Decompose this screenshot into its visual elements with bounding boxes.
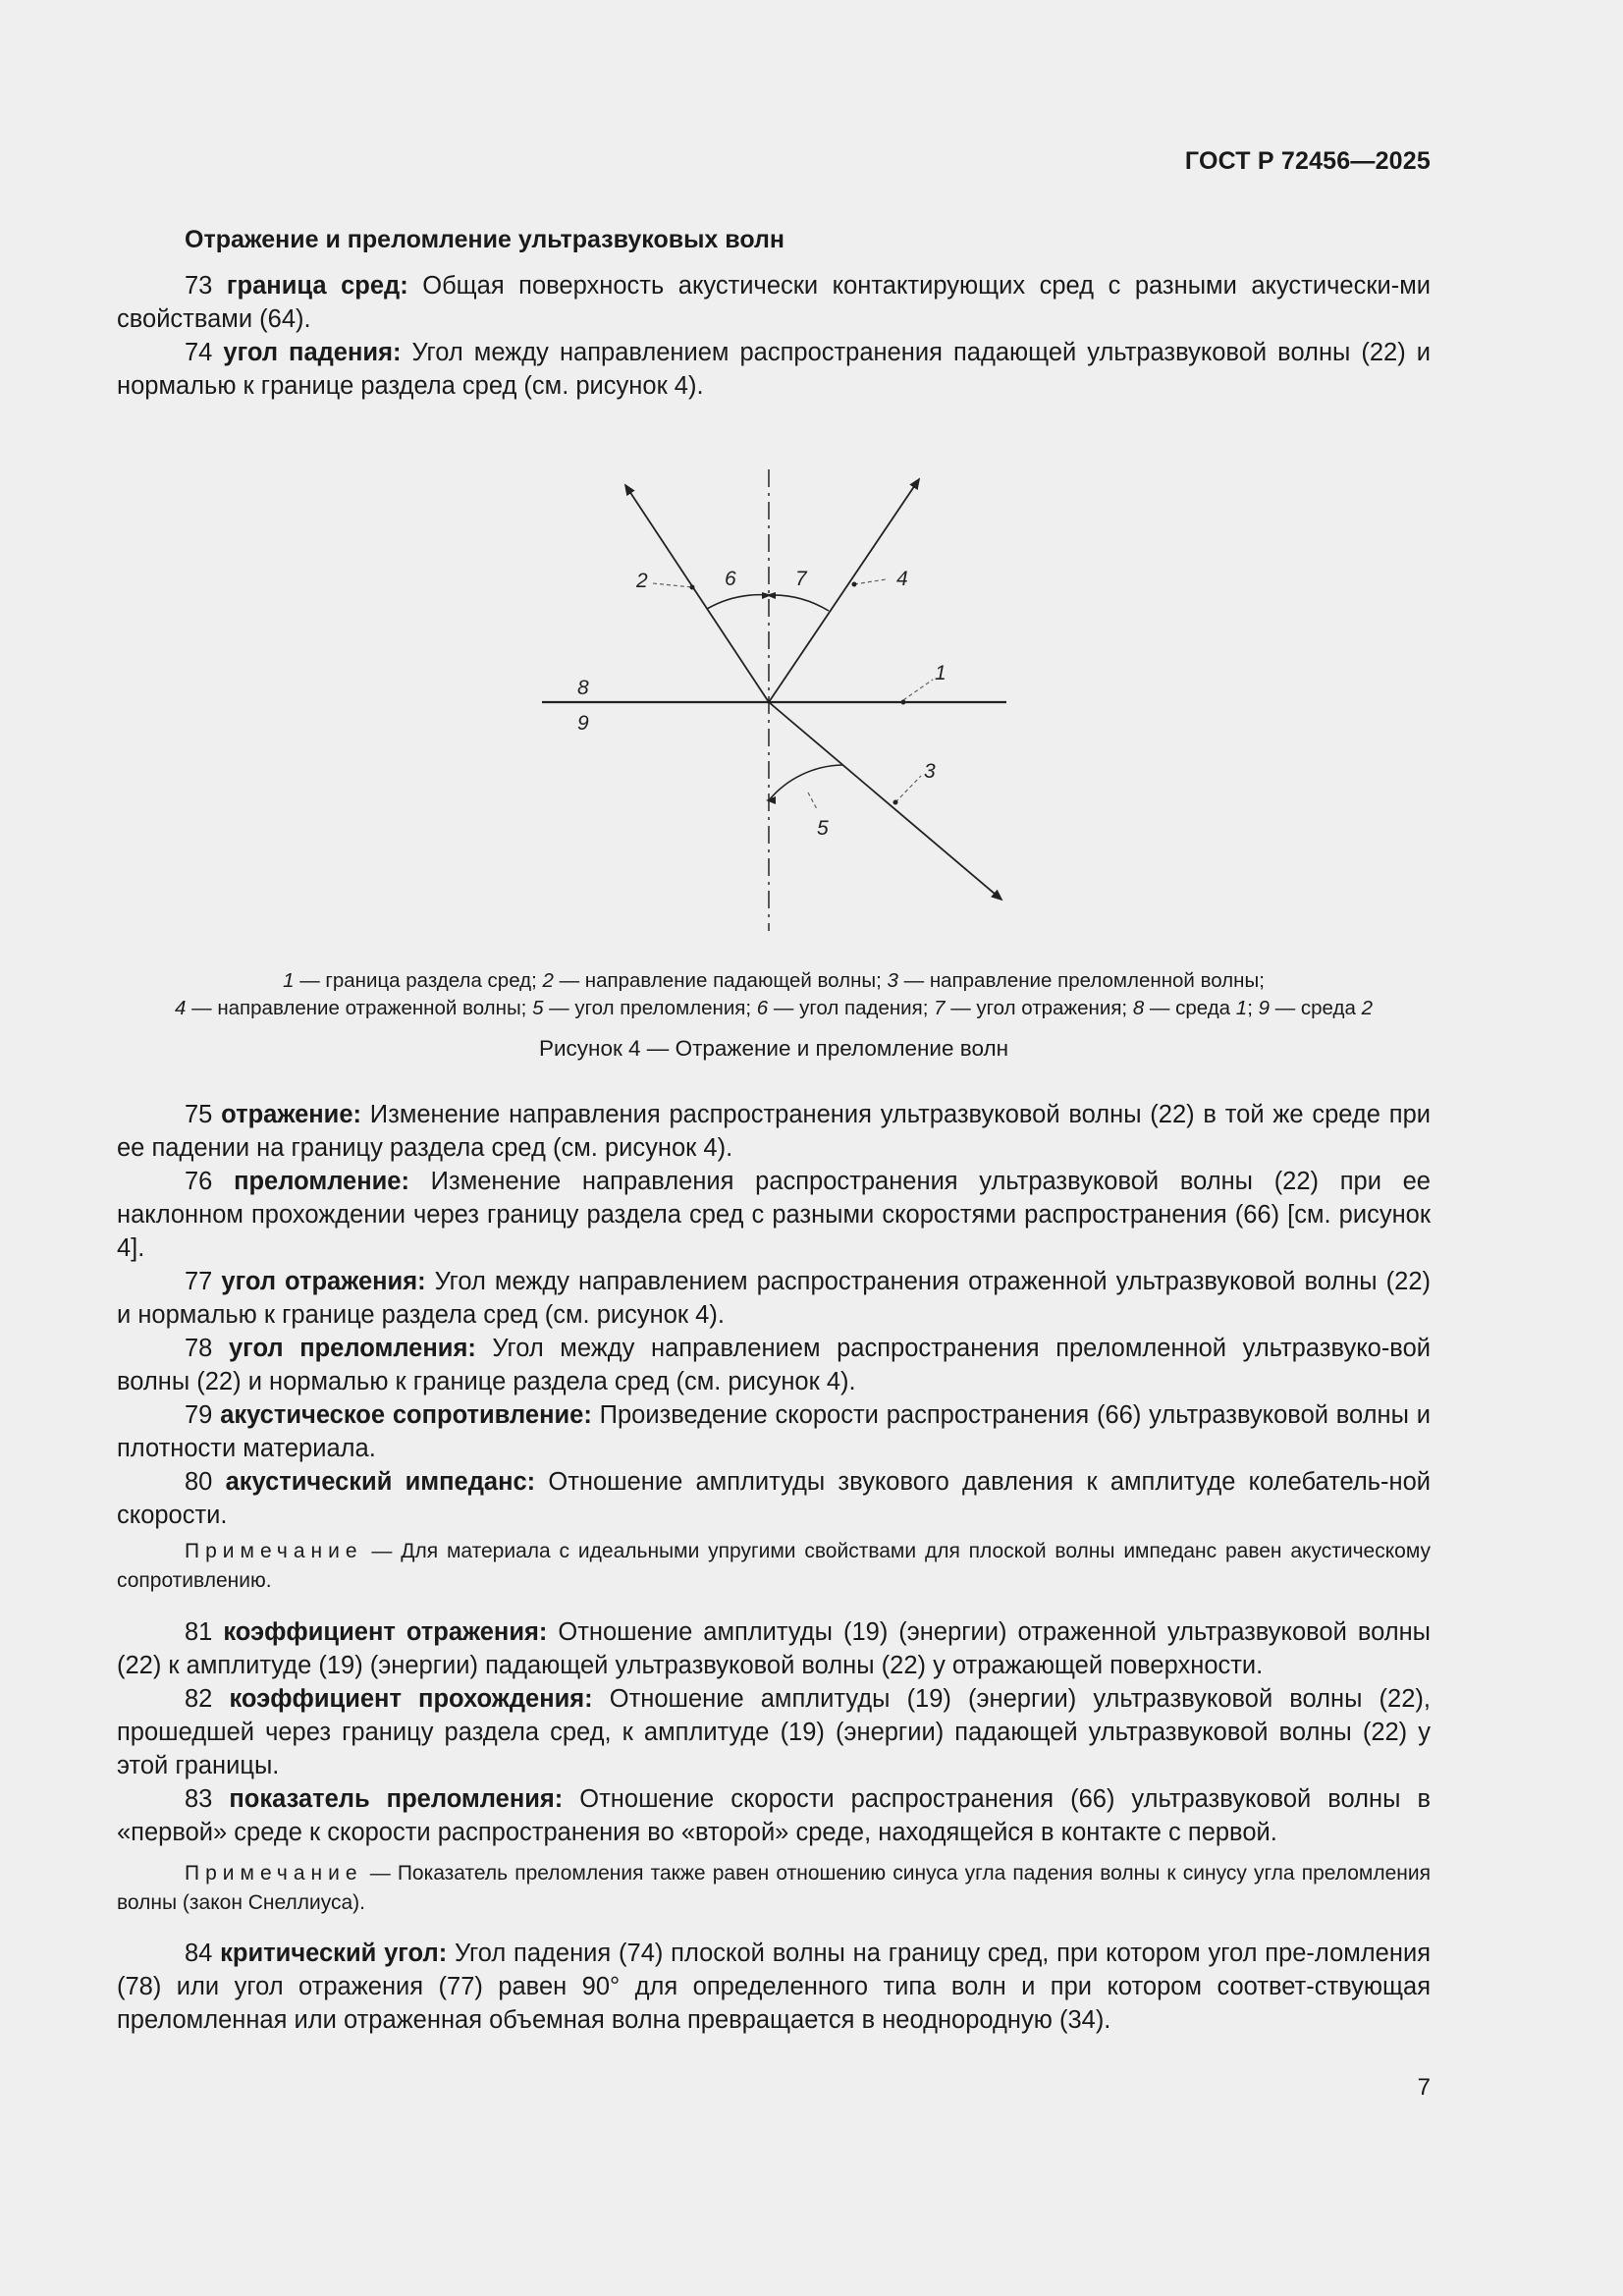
reflected-wave-line — [769, 479, 919, 702]
leader-4 — [854, 579, 886, 584]
refracted-wave-line — [769, 702, 1001, 900]
dot-2 — [690, 585, 695, 590]
legend-line-1: 1 — граница раздела сред; 2 — направление падающей волны; 3 — направление преломленной волны; — [283, 969, 1265, 992]
note-2 — [117, 1859, 1431, 1918]
incident-wave-line — [625, 485, 769, 702]
terms-block-low — [117, 1615, 1431, 1849]
leader-1 — [903, 680, 933, 700]
document-code: ГОСТ Р 72456—2025 — [1184, 147, 1431, 175]
arc-arrow-7 — [766, 592, 776, 599]
label-1: 1 — [935, 662, 947, 684]
section-title: Отражение и преломление ультразвуковых волн — [185, 226, 784, 253]
legend-line-2: 4 — направление отраженной волны; 5 — угол преломления; 6 — угол падения; 7 — угол отражения; 8 — среда 1; 9 — среда 2 — [175, 997, 1373, 1019]
note-2-text: — Показатель преломления также равен отношению синуса угла падения волны к синусу угла преломления волны (закон Снеллиуса). — [117, 1862, 1431, 1914]
leader-5 — [808, 793, 817, 809]
term-80: 80 акустический импеданс: Отношение амплитуды звукового давления к амплитуде колебатель-ной скорости. — [117, 1468, 1431, 1529]
term-74: 74 угол падения: Угол между направлением распространения падающей ультразвуковой волны (22) и нормалью к границе раздела сред (см. рисунок 4). — [117, 339, 1431, 400]
figure-legend — [117, 967, 1431, 1022]
label-6: 6 — [725, 568, 736, 590]
term-77: 77 угол отражения: Угол между направлением распространения отраженной ультразвуковой волны (22) и нормалью к границе раздела сред (см. рисунок 4). — [117, 1268, 1431, 1329]
label-2: 2 — [636, 570, 648, 592]
term-82: 82 коэффициент прохождения: Отношение амплитуды (19) (энергии) ультразвуковой волны (22), прошедшей через границу раздела сред, к амплитуде (19) (энергии) падающей ультразвуковой волны (22) у этой границы. — [117, 1685, 1431, 1779]
note-1 — [117, 1537, 1431, 1596]
page-number: 7 — [1417, 2074, 1431, 2101]
term-84: 84 критический угол: Угол падения (74) плоской волны на границу сред, при котором угол пре-ломления (78) или угол отражения (77) равен 90° для определенного типа волн и при котором соответ-ствующая преломленная или отраженная объемная волна превращается в неоднородную (34). — [117, 1940, 1432, 2034]
term-76: 76 преломление: Изменение направления распространения ультразвуковой волны (22) при ее наклонном прохождении через границу раздела сред с разными скоростями распространения (66) [см. рисунок 4]. — [117, 1168, 1431, 1262]
reflection-angle-arc — [769, 595, 829, 611]
leader-3 — [895, 776, 921, 802]
term-73: 73 граница сред: Общая поверхность акустически контактирующих сред с разными акустически-ми свойствами (64). — [117, 272, 1431, 333]
terms-block-top — [117, 269, 1431, 403]
terms-block-mid — [117, 1098, 1431, 1532]
dot-4 — [852, 582, 857, 587]
note-1-label: Примечание — [185, 1540, 363, 1562]
term-79: 79 акустическое сопротивление: Произведение скорости распространения (66) ультразвуковой волны и плотности материала. — [117, 1401, 1432, 1462]
note-2-label: Примечание — [185, 1862, 363, 1885]
note-1-text: — Для материала с идеальными упругими свойствами для плоской волны импеданс равен акустическому сопротивлению. — [117, 1540, 1431, 1592]
dot-1 — [901, 700, 906, 705]
label-9: 9 — [577, 712, 589, 735]
terms-block-end — [117, 1937, 1431, 2037]
term-78: 78 угол преломления: Угол между направлением распространения преломленной ультразвуко-вой волны (22) и нормалью к границе раздела сред (см. рисунок 4). — [117, 1335, 1431, 1395]
refraction-angle-arc — [769, 765, 842, 800]
term-81: 81 коэффициент отражения: Отношение амплитуды (19) (энергии) отраженной ультразвуковой волны (22) к амплитуде (19) (энергии) падающей ультразвуковой волны (22) у отражающей поверхности. — [117, 1618, 1432, 1679]
figure-reflection-refraction — [530, 462, 1041, 943]
dot-3 — [893, 800, 898, 805]
label-3: 3 — [924, 760, 936, 783]
incidence-angle-arc — [707, 595, 769, 609]
term-83: 83 показатель преломления: Отношение скорости распространения (66) ультразвуковой волны в «первой» среде к скорости распространения во «второй» среде, находящейся в контакте с первой. — [117, 1785, 1431, 1846]
label-7: 7 — [795, 568, 807, 590]
label-4: 4 — [896, 568, 908, 590]
figure-caption: Рисунок 4 — Отражение и преломление волн — [538, 1036, 1009, 1061]
term-75: 75 отражение: Изменение направления распространения ультразвуковой волны (22) в той же среде при ее падении на границу раздела сред (см. рисунок 4). — [117, 1101, 1431, 1162]
leader-2 — [653, 583, 692, 587]
label-8: 8 — [577, 677, 589, 699]
label-5: 5 — [817, 817, 829, 840]
